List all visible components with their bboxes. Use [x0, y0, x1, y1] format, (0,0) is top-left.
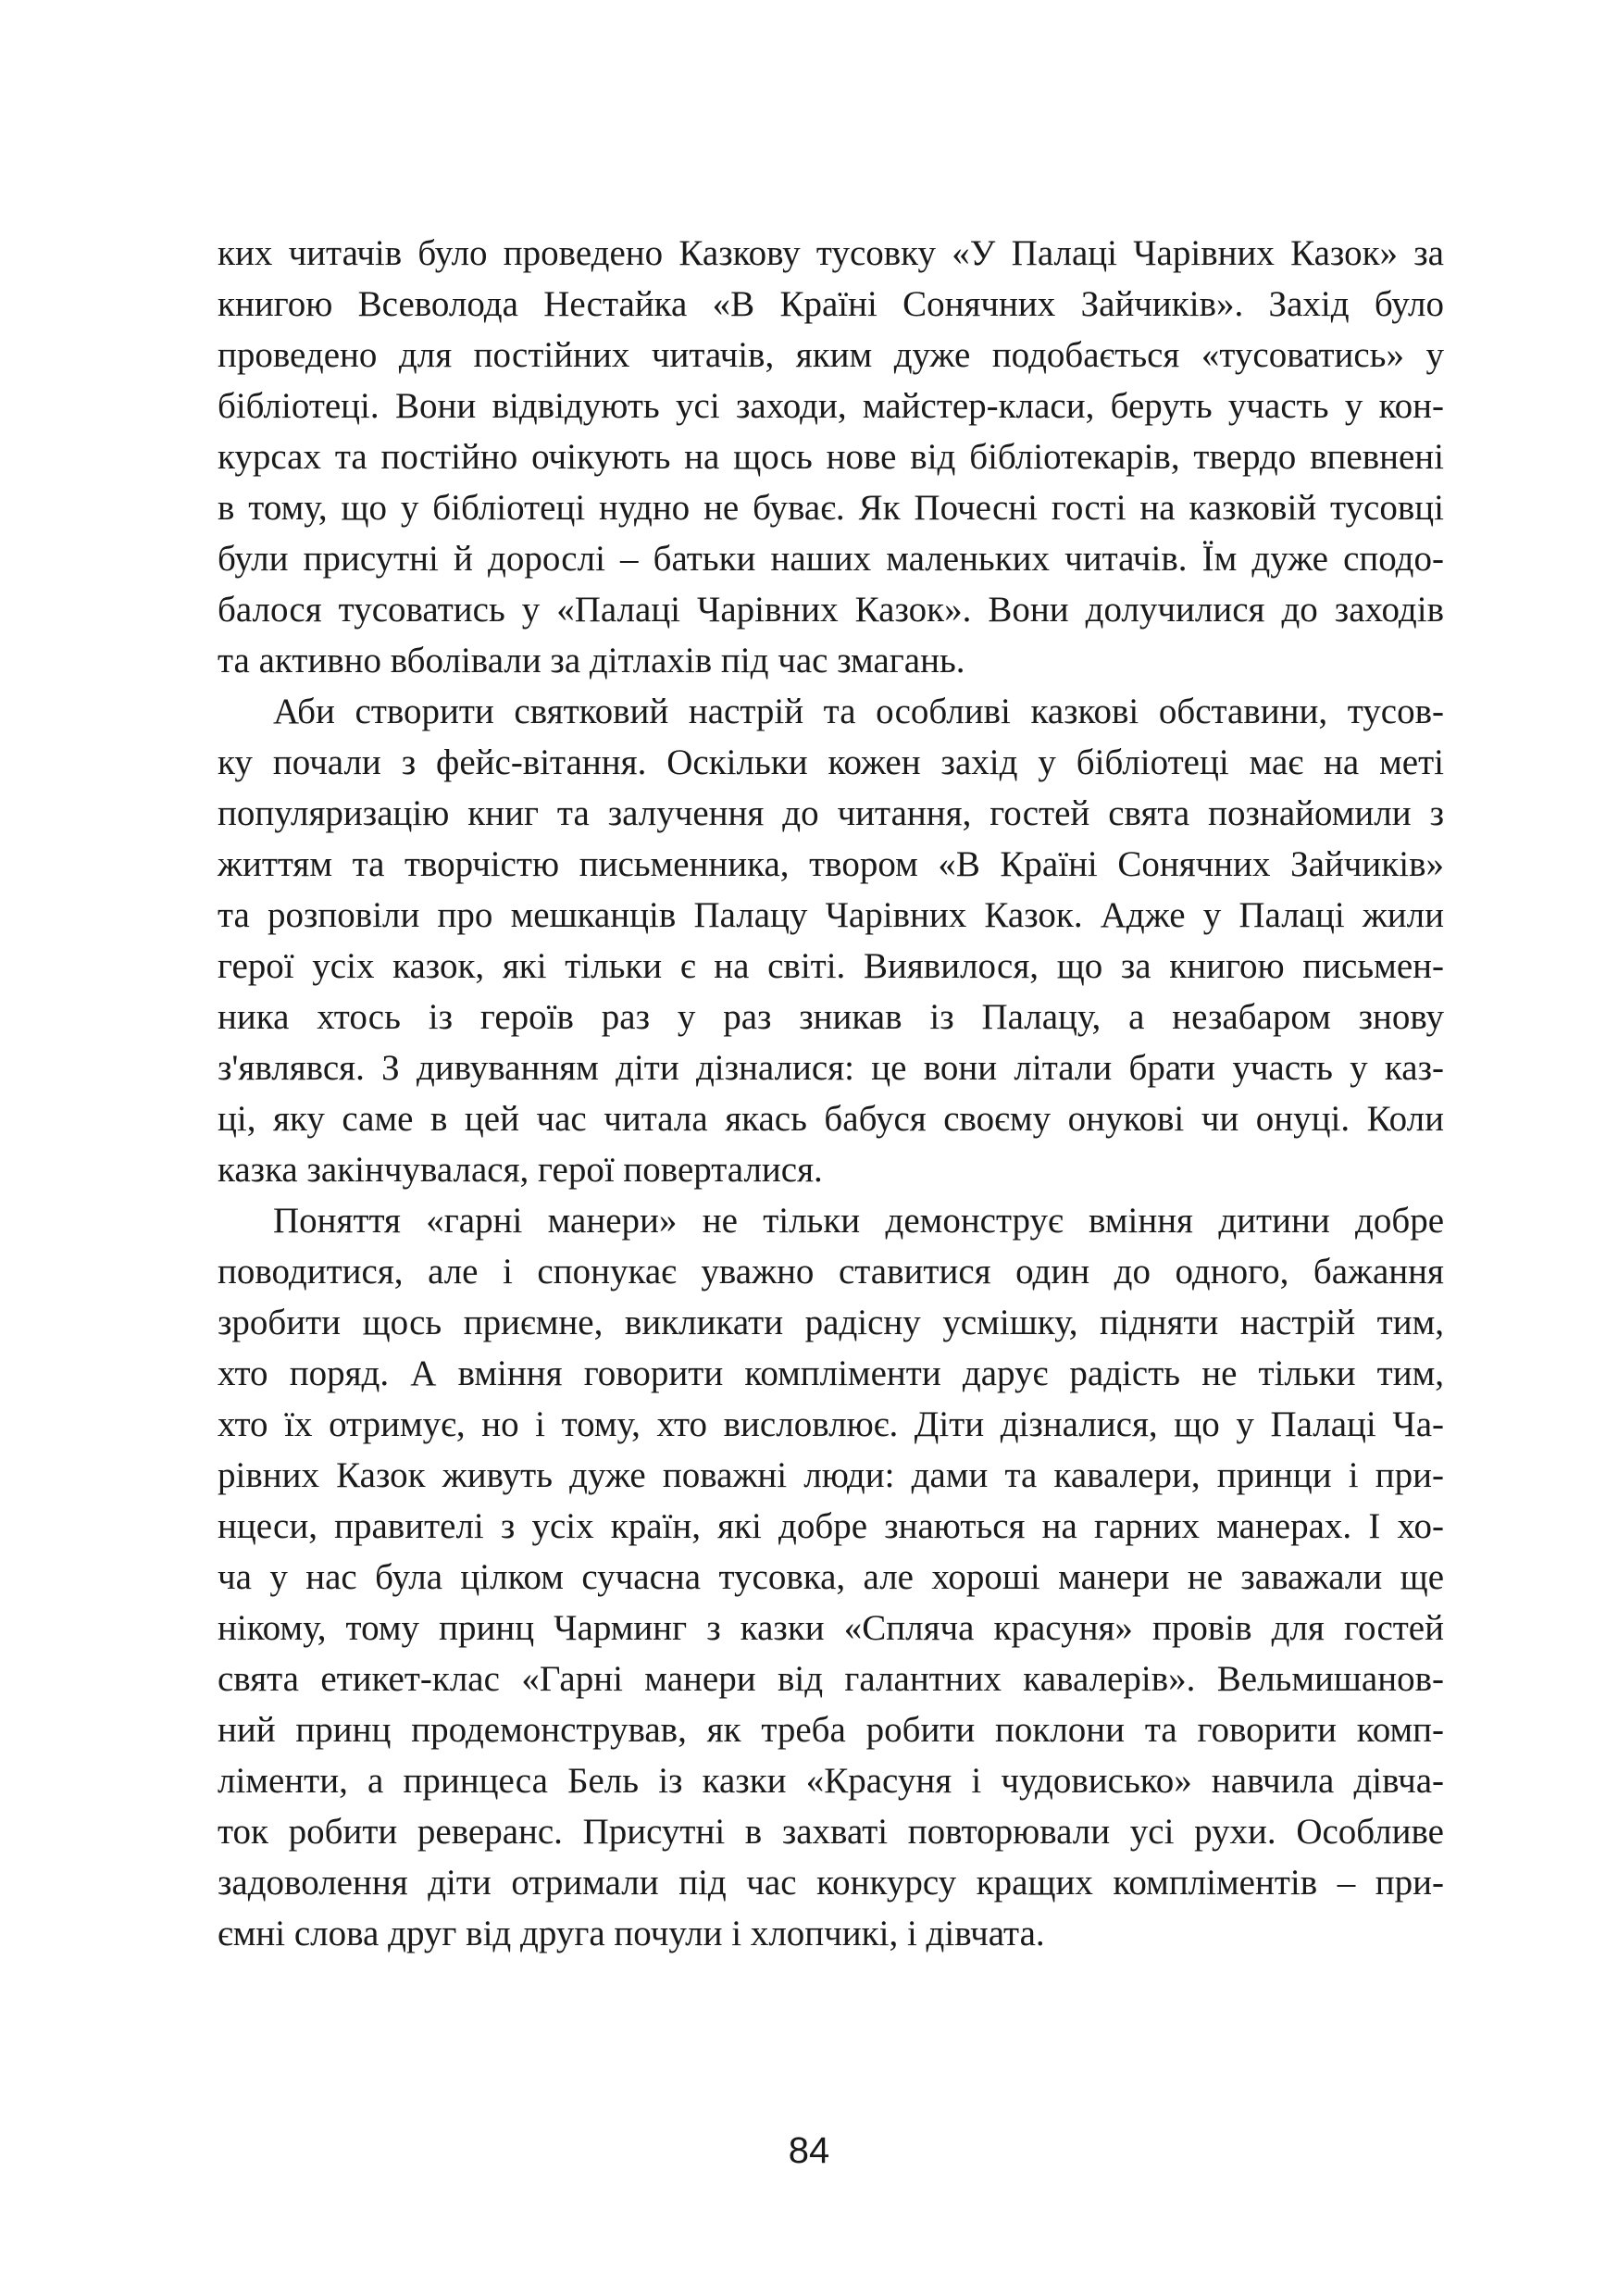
text-line: проведено для постійних читачів, яким дуже подобається «тусоватись» у — [218, 335, 1444, 375]
text-line: ток робити реверанс. Присутні в захваті повторювали усі рухи. Особливе — [218, 1812, 1444, 1852]
text-line: були присутні й дорослі – батьки наших маленьких читачів. Їм дуже сподо- — [218, 539, 1444, 579]
text-line: зробити щось приємне, викликати радісну усмішку, підняти настрій тим, — [218, 1303, 1444, 1342]
paragraph-3 — [218, 1195, 1444, 1959]
text-line: та розповіли про мешканців Палацу Чарівних Казок. Адже у Палаці жили — [218, 895, 1444, 935]
text-line: бібліотеці. Вони відвідують усі заходи, майстер-класи, беруть участь у кон- — [218, 386, 1444, 426]
text-line: ку почали з фейс-вітання. Оскільки кожен захід у бібліотеці має на меті — [218, 742, 1444, 782]
page-number: 84 — [788, 2130, 830, 2171]
text-line: хто їх отримує, но і тому, хто висловлює. Діти дізналися, що у Палаці Ча- — [218, 1404, 1444, 1444]
text-line: життям та творчістю письменника, твором «В Країні Сонячних Зайчиків» — [218, 844, 1444, 884]
text-line: хто поряд. А вміння говорити компліменти дарує радість не тільки тим, — [218, 1354, 1444, 1393]
text-line: поводитися, але і спонукає уважно ставитися один до одного, бажання — [218, 1252, 1444, 1292]
text-line: популяризацію книг та залучення до читання, гостей свята познайомили з — [218, 793, 1444, 833]
text-line: ний принц продемонстрував, як треба робити поклони та говорити комп- — [218, 1710, 1444, 1750]
text-line: казка закінчувалася, герої поверталися. — [218, 1150, 823, 1190]
text-line: ці, яку саме в цей час читала якась бабуся своєму онукові чи онуці. Коли — [218, 1099, 1444, 1139]
text-line: курсах та постійно очікують на щось нове від бібліотекарів, твердо впевнені — [218, 437, 1444, 477]
page-body — [218, 228, 1444, 1959]
text-line: ника хтось із героїв раз у раз зникав із Палацу, а незабаром знову — [218, 997, 1444, 1037]
text-line: Аби створити святковий настрій та особливі казкові обставини, тусов- — [273, 692, 1444, 731]
text-line: з'являвся. З дивуванням діти дізналися: це вони літали брати участь у каз- — [218, 1048, 1444, 1088]
paragraph-1 — [218, 228, 1444, 686]
text-line: балося тусоватись у «Палаці Чарівних Казок». Вони долучилися до заходів — [218, 590, 1444, 630]
text-line: задоволення діти отримали під час конкурсу кращих компліментів – при- — [218, 1863, 1444, 1903]
text-line: ємні слова друг від друга почули і хлопчикі, і дівчата. — [218, 1914, 1045, 1953]
text-line: ліменти, а принцеса Бель із казки «Красуня і чудовисько» навчила дівча- — [218, 1761, 1444, 1801]
paragraph-2 — [218, 686, 1444, 1195]
text-line: рівних Казок живуть дуже поважні люди: дами та кавалери, принци і при- — [218, 1455, 1444, 1495]
text-line: нікому, тому принц Чарминг з казки «Спляча красуня» провів для гостей — [218, 1608, 1444, 1648]
text-line: свята етикет-клас «Гарні манери від галантних кавалерів». Вельмишанов- — [218, 1659, 1444, 1699]
text-line: нцеси, правителі з усіх країн, які добре знаються на гарних манерах. І хо- — [218, 1506, 1444, 1546]
text-line: ких читачів було проведено Казкову тусовку «У Палаці Чарівних Казок» за — [218, 233, 1444, 273]
text-line: в тому, що у бібліотеці нудно не буває. Як Почесні гості на казковій тусовці — [218, 488, 1444, 528]
text-line: книгою Всеволода Нестайка «В Країні Сонячних Зайчиків». Захід було — [218, 284, 1444, 324]
text-line: Поняття «гарні манери» не тільки демонструє вміння дитини добре — [273, 1201, 1444, 1241]
text-line: ча у нас була цілком сучасна тусовка, але хороші манери не заважали ще — [218, 1557, 1444, 1597]
text-line: герої усіх казок, які тільки є на світі. Виявилося, що за книгою письмен- — [218, 946, 1444, 986]
text-line: та активно вболівали за дітлахів під час змагань. — [218, 641, 965, 680]
